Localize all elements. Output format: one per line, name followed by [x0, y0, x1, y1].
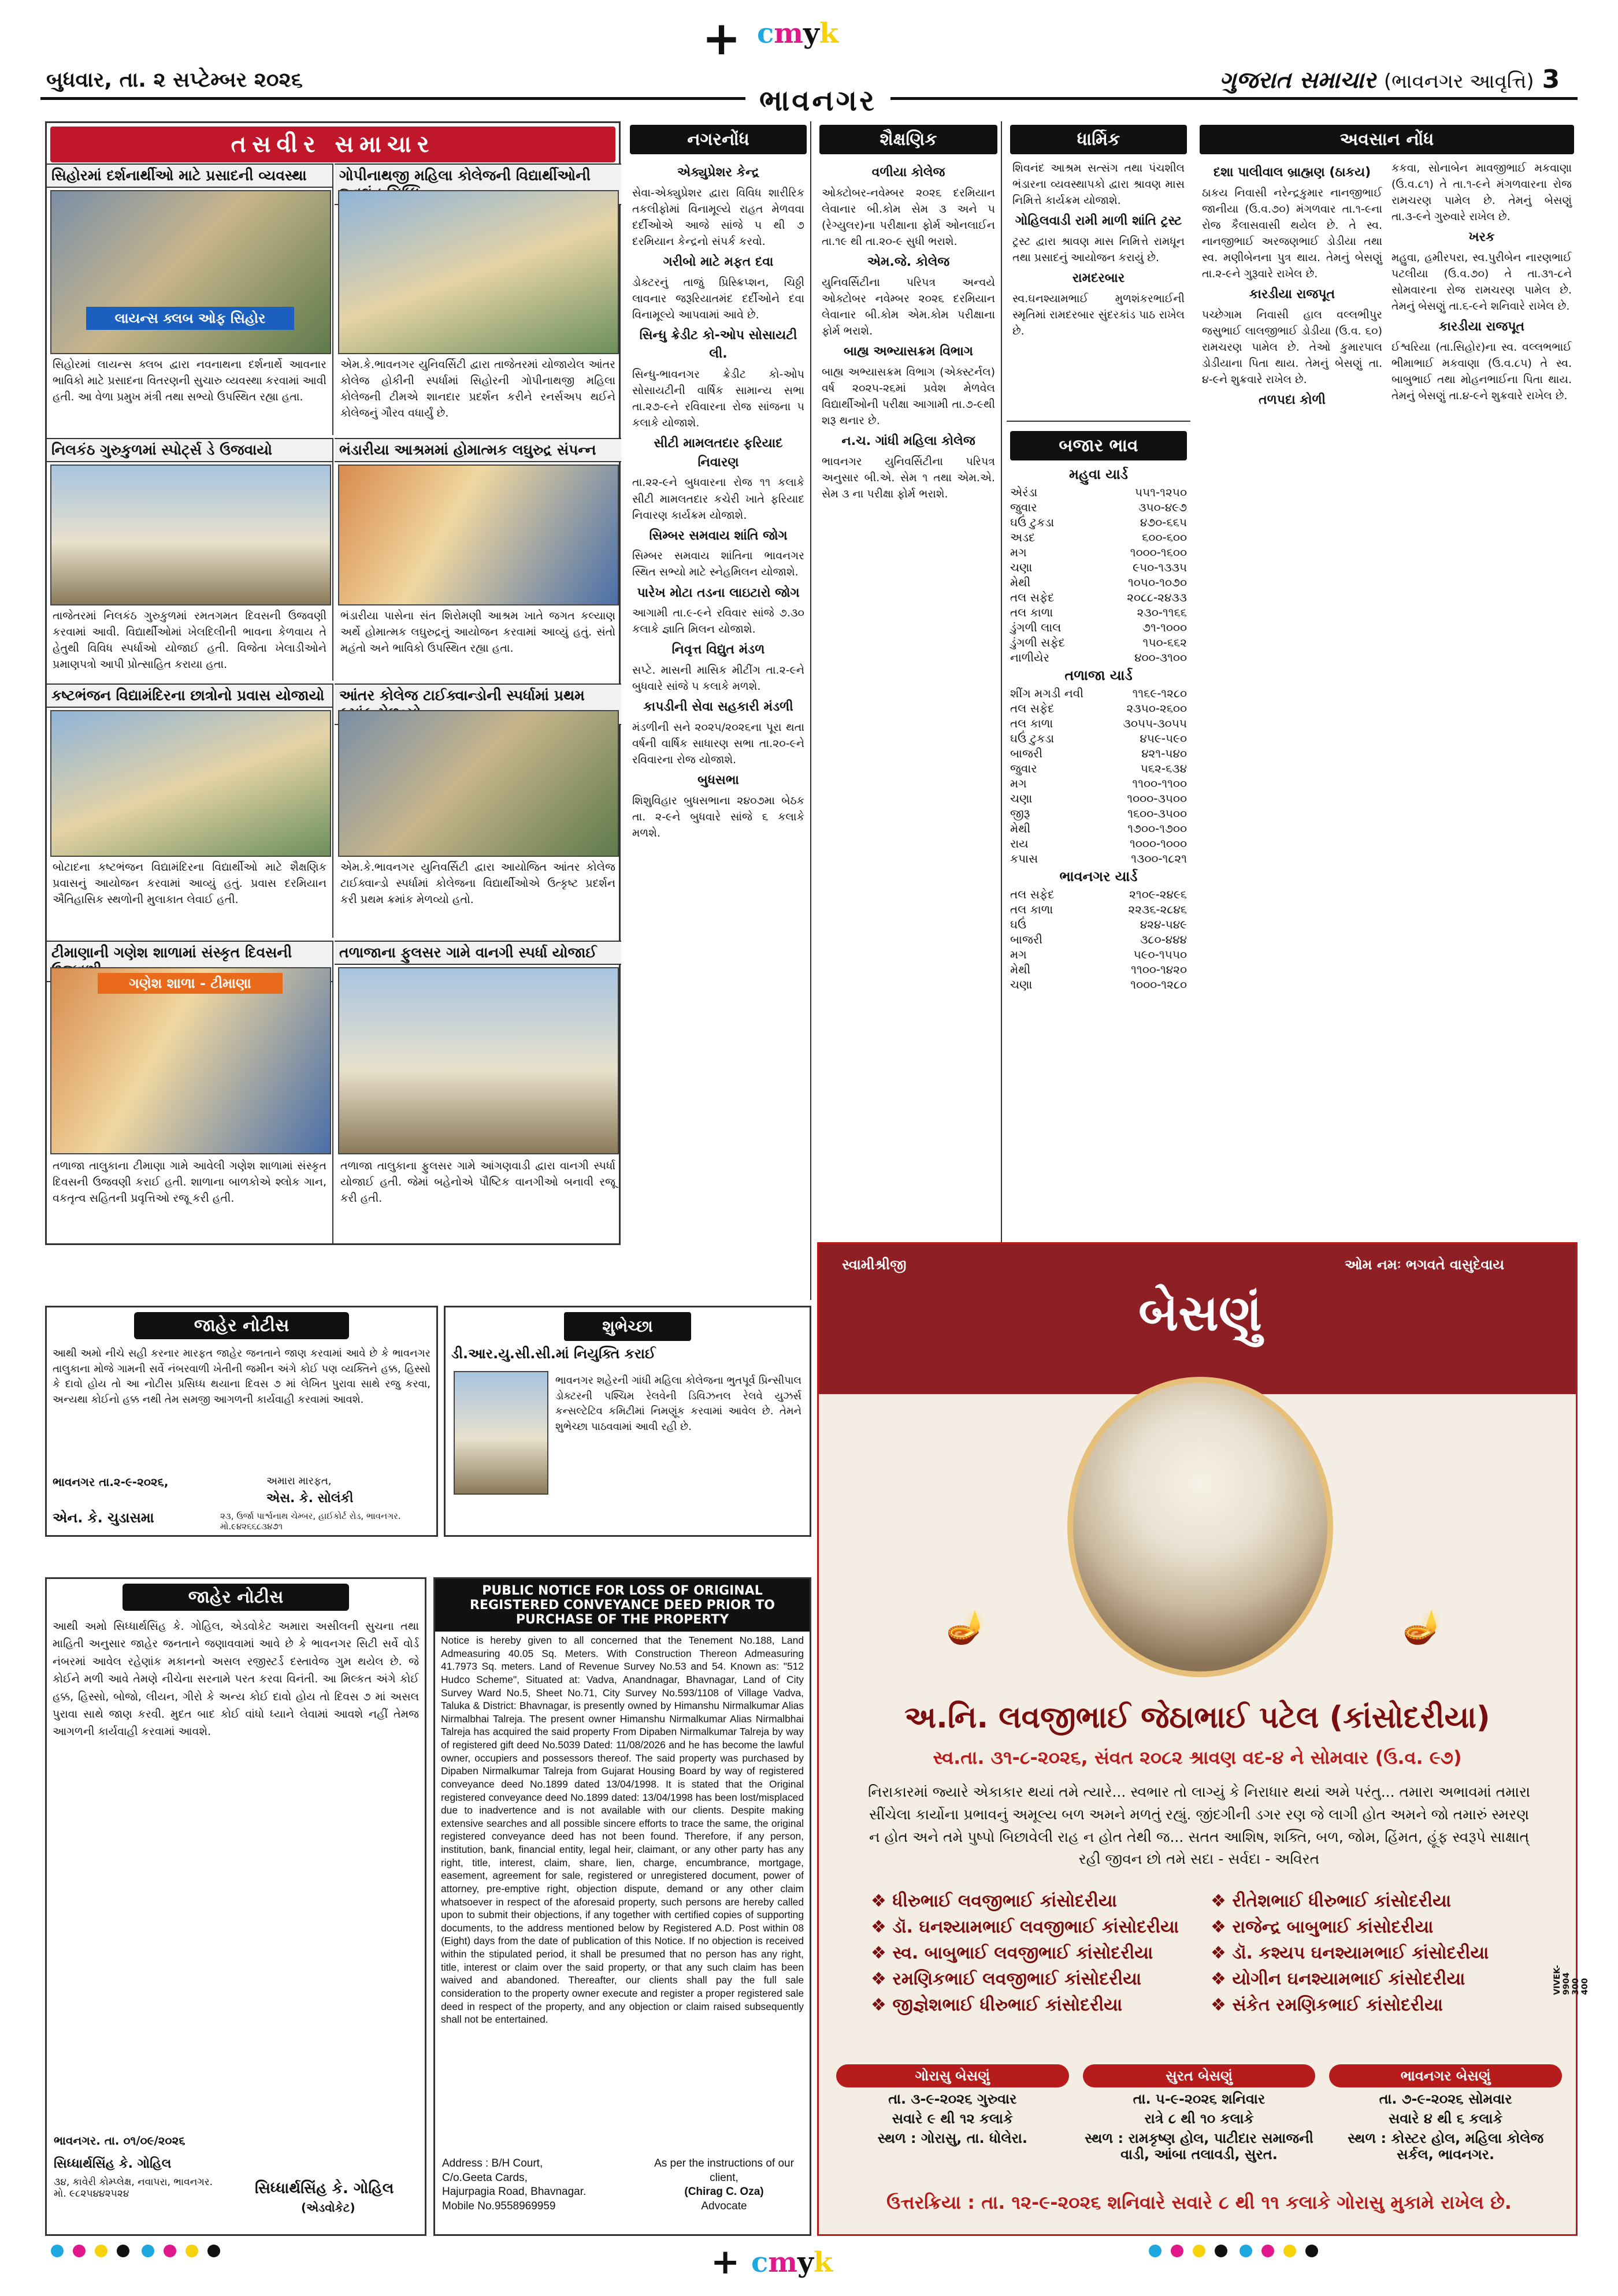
price-range: ૧૬૦૦-૩૫૦૦ [1127, 807, 1187, 820]
price-range: ૪૨૪-૫૪૯ [1140, 917, 1187, 931]
venue-card [1083, 2064, 1316, 2163]
advocate-role: Advocate [701, 2200, 747, 2213]
family-member-name: રાજેન્દ્ર બાબુભાઈ કાંસોદરીયા [1232, 1917, 1434, 1937]
jaher-notice-1 [45, 1306, 438, 1537]
family-member-name: યોગીન ઘનશ્યામભાઈ કાંસોદરીયા [1232, 1969, 1465, 1989]
cmyk-label: cmyk [751, 2246, 833, 2279]
price-range: ૪૭૦-૬૬૫ [1140, 515, 1187, 529]
venue-line: તા. ૫-૯-૨૦૨૬ શનિવાર [1133, 2091, 1266, 2107]
tasvir-item-3 [47, 438, 333, 681]
family-member-name: સ્વ. બાબુભાઈ લવજીભાઈ કાંસોદરીયા [892, 1943, 1153, 1963]
tasvir-item-5 [47, 683, 333, 938]
bullet-icon: ❖ [871, 1917, 893, 1937]
commodity-name: રાય [1010, 837, 1029, 850]
market-name: ભાવનગર યાર્ડ [1059, 868, 1138, 885]
table-row [1007, 485, 1190, 500]
cmyk-label: cmyk [757, 17, 839, 50]
item-text: કકવા, સોનાબેન માવજીભાઈ મકવાણા (ઉ.વ.૮૧) તે તા.૧-૯ને મંગળવારના રોજ રામચરણ પામેલ છે. તેમનું બેસણું તા.૩-૯ને ગુરુવારે રાખેલ છે. [1391, 162, 1572, 224]
item-text: સિન્ધુ-ભાવનગર ક્રેડીટ કો-ઓપ સોસાયટીની વાર્ષિક સામાન્ય સભા તા.૨૭-૯ને રવિવારના રોજ સાંજના ૫ કલાકે યોજાશે. [632, 367, 804, 430]
tasvir-caption: કષ્ટભંજન વિદ્યામંદિરના છાત્રોનો પ્રવાસ યોજાયો [47, 683, 332, 708]
table-row [1007, 836, 1190, 851]
page-section-title: ભાવનગર [745, 84, 890, 118]
venue-card [836, 2064, 1069, 2163]
issue-date: બુધવાર, તા. ૨ સપ્ટેમ્બર ૨૦૨૬ [46, 68, 303, 92]
commodity-name: મગ [1010, 948, 1027, 961]
tasvir-caption: સિહોરમાં દર્શનાર્થીઓ માટે પ્રસાદની વ્યવસ્થા [47, 164, 332, 188]
commodity-name: ઘઉં [1010, 917, 1027, 931]
item-text: ડોક્ટરનું તાજું પ્રિસ્ક્રિપ્શન, ચિઠ્ઠી લાવનાર જરૂરિયાતમંદ દર્દીઓને દવા વિનામૂલ્યે આપવામાં આવે છે. [632, 276, 804, 321]
commodity-name: બાજરી [1010, 932, 1042, 946]
tasvir-caption: તળાજાના ફુલસર ગામે વાનગી સ્પર્ધા યોજાઈ [335, 941, 621, 965]
tasvir-caption: ભંડારીયા આશ્રમમાં હોમાત્મક લઘુરુદ્ર સંપન્ન [335, 438, 621, 462]
price-range: ૪૨૧-૫૪૦ [1141, 746, 1187, 760]
beshanu-top-left: સ્વામીશ્રીજી [842, 1257, 907, 1273]
news-photo [338, 967, 619, 1154]
tasvir-text: ભંડારીયા પાસેના સંત શિરોમણી આશ્રમ ખાતે જગત કલ્યાણ અર્થે હોમાત્મક લઘુરુદ્રનું આયોજન કરવામાં આવ્યું હતું. સંતો મહંતો અને ભાવિકો ઉપસ્થિત રહ્યા હતા. [340, 610, 615, 655]
tasvir-text: બોટાદના કષ્ટભંજન વિદ્યામંદિરના વિદ્યાર્થીઓ માટે શૈક્ષણિક પ્રવાસનું આયોજન કરવામાં આવ્યું હતું. પ્રવાસ દરમિયાન ઐતિહાસિક સ્થળોની મુલાકાત લેવાઈ હતી. [53, 861, 326, 906]
dharmik-body [1007, 158, 1190, 345]
venue-line: તા. ૭-૯-૨૦૨૬ સોમવાર [1379, 2091, 1512, 2107]
tasvir-item-8 [335, 941, 621, 1244]
beshanu-top-right: ઓમ નમઃ ભગવતે વાસુદેવાય [1345, 1257, 1505, 1273]
tasvir-caption: ટીમાણાની ગણેશ શાળામાં સંસ્કૃત દિવસની [47, 941, 332, 982]
avsan-title: અવસાન નોંધ [1200, 125, 1574, 154]
color-dots-right [1144, 2245, 1323, 2260]
family-member-name: રમણિકભાઈ લવજીભાઈ કાંસોદરીયા [892, 1969, 1142, 1989]
beshanu-advertisement [817, 1242, 1590, 2236]
bullet-icon: ❖ [871, 1995, 893, 2015]
price-range: ૩૮૦-૪૪૪ [1140, 932, 1187, 946]
commodity-name: તલ કાળા [1010, 716, 1053, 730]
news-photo [50, 190, 331, 354]
commodity-name: કપાસ [1010, 852, 1038, 865]
notice-title: જાહેર નોટીસ [123, 1584, 349, 1611]
tribute-text: નિરાકારમાં જ્યારે એકાકાર થયાં તમે ત્યારે... સ્વભાર તો લાગ્યું કે નિરાધાર થયાં અમે પરંતુ... તમારા અભાવમાં તમારા સીંચેલા કાર્યોના પ્રભાવનું અમૂલ્ય બળ અમને મળતું રહ્યું. જીંદગીની ડગર રણ જે લાગી હોત અમને જો તમારું સ્મરણ ન હોત અને તમે પુષ્પો બિછાવેલી રાહ ન હોત તેથી જ... સતત આશિષ, શક્તિ, બળ, જોમ, હિંમત, હૂંફ સ્વરૂપે સાક્ષાત્ રહી જીવન છો તમે સદા - સર્વદા - અવિરત [867, 1784, 1531, 1868]
uttarkriya-line: ઉત્તરક્રિયા : તા. ૧૨-૯-૨૦૨૬ શનિવારે સવારે ૮ થી ૧૧ કલાકે ગોરાસુ મુકામે રાખેલ છે. [886, 2191, 1512, 2213]
notice-name: એન. કે. ચુડાસમા [53, 1510, 154, 1526]
family-member-name: ડૉ. ઘનશ્યામભાઈ લવજીભાઈ કાંસોદરીયા [892, 1917, 1179, 1937]
public-notice-body: Notice is hereby given to all concerned that the Tenement No.188, Land Admeasuring 40.05 Sq. Meters. With Construction Thereon Admeasuring 41.7973 Sq. meters. Land of Revenue Survey No.53 and 54. Known as: "512 Hudco Scheme", Situated at: Vadva, Anandnagar, Bhavnagar, Land of City Survey Ward No.5, Sheet No.71, City Survey No.593/1108 of Village Vadva, Taluka & District: Bhavnagar, is presently owned by Himanshu Nirmalkumar Alias Nirmalbhai Talreja. The present owner Himanshu Nirmalkumar Alias Nirmalbhai Talreja has acquired the said property From Dipaben Nirmalkumar Talreja by way of registered gift deed No.5039 Dated: 11/08/2026 and he has become the lawful owner, occupiers and possessors thereof. The said property was purchased by Dipaben Nirmalkumar Talreja from Gujarat Housing Board by way of registered conveyance deed No.1899 dated 13/04/1998. It is stated that the Original registered conveyance deed No.1899 dated: 13/04/1998 has been lost/misplaced due to inadvertence and is not available with our clients. Despite making extensive searches and all possible sincere efforts to trace the same, the original registered conveyance deed has not been found. Therefore, if any person, institution, bank, financial entity, legal heir, claimant, or any other party has any right, title, interest, claim, share, lien, charge, encumbrance, mortgage, easement, agreement for sale, registered or unregistered document, power of attorney, pre-emptive right, objection dispute, demand or any other claim whatsoever in respect of the aforesaid property, such persons are hereby called upon to submit their objections, if any together with certified copies of supporting documents, to the address mentioned below by Registered A.D. Post within 08 (Eight) days from the date of publication of this Notice. If no objection is received within the stipulated period, it shall be presumed that no person has any right, title, interest or claim over the said property, or that any such claim has been waived and abandoned. Thereafter, our clients shall pay the full sale consideration to the property owner execute and register a proper registered sale deed in respect of the property, and any objection or claim raised subsequently shall not be entertained. [441, 1634, 804, 2026]
table-row [1007, 902, 1190, 917]
commodity-name: અડદ [1010, 530, 1036, 544]
venue-title: ગોરાસુ બેસણું [836, 2064, 1069, 2087]
item-heading: સીટી મામલતદાર ફરિયાદ નિવારણ [654, 436, 783, 470]
public-notice-address [442, 2157, 586, 2214]
photo-banner: ગણેશ શાળા - ટીમાણા [98, 973, 283, 994]
tasvir-item-7 [47, 941, 333, 1244]
mobile-number: Mobile No.9558969959 [442, 2200, 556, 2213]
page-number: 3 [1542, 65, 1560, 94]
venue-line: સ્થળ : ગોરાસુ, તા. ધોલેરા. [877, 2130, 1027, 2146]
commodity-name: મગ [1010, 545, 1027, 559]
table-row [1007, 776, 1190, 791]
notice-place: ભાવનગર તા.૨-૯-૨૦૨૬, [53, 1475, 169, 1489]
item-heading: નિવૃત્ત વિદ્યુત મંડળ [671, 642, 765, 657]
table-row [1007, 590, 1190, 605]
commodity-name: ઘઉં ટુકડા [1010, 731, 1055, 745]
price-range: ૧૩૦૦-૧૮૨૧ [1131, 852, 1187, 865]
family-member [871, 1995, 1187, 2015]
bullet-icon: ❖ [1211, 1995, 1233, 2015]
commodity-name: બાજરી [1010, 746, 1042, 760]
bullet-icon: ❖ [1211, 1969, 1233, 1989]
price-range: ૨૩૦-૧૧૬૬ [1137, 605, 1187, 619]
address-line: Address : B/H Court, [442, 2157, 543, 2169]
price-range: ૫૬૨-૬૩૪ [1140, 761, 1187, 775]
item-text: ઓક્ટોબર-નવેમ્બર ૨૦૨૬ દરમિયાન લેવાનાર બી.કોમ સેમ ૩ અને ૫ (રેગ્યુલર)ના પરીક્ષાના ફોર્મ ઓનલાઈન તા.૧૯ થી તા.૨૦-૯ સુધી ભરાશે. [822, 186, 995, 248]
table-row [1007, 821, 1190, 836]
price-range: ૧૧૬૯-૧૨૮૦ [1132, 686, 1187, 700]
market-price-table [1007, 485, 1190, 665]
commodity-name: ચણા [1010, 978, 1033, 991]
item-text: મંડળીની સને ૨૦૨૫/૨૦૨૬ના પૂરા થતા વર્ષની વાર્ષિક સાધારણ સભા તા.૨૦-૯ને રવિવારના રોજ યોજાશે. [632, 720, 804, 766]
tasvir-title: તસવીર સમાચાર [50, 127, 615, 162]
dharmik-title: ધાર્મિક [1010, 125, 1187, 154]
color-dots-left [46, 2245, 225, 2260]
commodity-name: મગ [1010, 777, 1027, 790]
diya-lamp-icon: 🪔 [1402, 1608, 1443, 1646]
bullet-icon: ❖ [871, 1943, 893, 1963]
bullet-icon: ❖ [1211, 1891, 1233, 1911]
item-heading: કારડીયા રાજપૂત [1249, 287, 1335, 302]
nagarnondh-body [626, 158, 810, 847]
market-tables [1007, 464, 1190, 992]
tasvir-text: એમ.કે.ભાવનગર યુનિવર્સિટી દ્વારા તાજેતરમાં યોજાયેલ આંતર કોલેજ હોકીની સ્પર્ધામાં સિહોરની ગોપીનાથજી મહિલા કોલેજની ટીમએ શાનદાર પ્રદર્શન કરીને રનર્સઅપ થઈને કોલેજનું ગૌરવ વધાર્યું છે. [340, 358, 615, 420]
commodity-name: નાળીયેર [1010, 651, 1049, 664]
item-text: સેવા-એક્યુપ્રેશર દ્વારા વિવિધ શારીરિક તકલીફોમાં વિનામૂલ્યે રાહત મેળવવા દર્દીઓએ આજે સાંજે ૫ થી ૭ દરમિયાન કેન્દ્રનો સંપર્ક કરવો. [632, 186, 804, 248]
price-range: ૯૫૦-૧૩૩૫ [1133, 560, 1187, 574]
death-date: સ્વ.તા. ૩૧-૮-૨૦૨૬, સંવત ૨૦૮૨ શ્રાવણ વદ-૪ ને સોમવાર (ઉ.વ. ૯૭) [933, 1747, 1462, 1769]
item-heading: એમ.જે. કોલેજ [867, 254, 950, 269]
table-row [1007, 731, 1190, 746]
table-row [1007, 650, 1190, 665]
tasvir-text: તાજેતરમાં નિલકંઠ ગુરુકુળમાં રમતગમત દિવસની ઉજવણી કરવામાં આવી. વિદ્યાર્થીઓમાં ખેલદિલીની ભાવના કેળવાય તે હેતુથી વિવિધ સ્પર્ધાઓ યોજાઈ હતી. વિજેતા ખેલાડીઓને પ્રમાણપત્રો આપી પ્રોત્સાહિત કરાયા હતા. [53, 610, 326, 671]
item-heading: ન.ચ. ગાંધી મહિલા કોલેજ [841, 433, 975, 448]
market-name: મહુવા યાર્ડ [1069, 466, 1128, 482]
commodity-name: તલ સફેદ [1010, 590, 1055, 604]
table-row [1007, 500, 1190, 515]
tasvir-samachar-section [45, 121, 621, 1245]
news-photo [338, 465, 619, 605]
item-text: ટ્રસ્ટ દ્વારા શ્રાવણ માસ નિમિત્તે રામધૂન તથા પ્રસાદનું આયોજન કરાયું છે. [1012, 235, 1185, 264]
tasvir-text: એમ.કે.ભાવનગર યુનિવર્સિટી દ્વારા આયોજિત આંતર કોલેજ ટાઈક્વાન્ડો સ્પર્ધામાં કોલેજના વિદ્યાર્થીઓએ ઉત્કૃષ્ટ પ્રદર્શન કરી પ્રથમ ક્રમાંક મેળવ્યો હતો. [340, 861, 615, 906]
venue-card [1329, 2064, 1562, 2163]
family-member [871, 1969, 1187, 1989]
venue-line: સ્થળ : કોસ્ટર હોલ, મહિલા કોલેજ સર્કલ, ભાવનગર. [1348, 2130, 1544, 2163]
item-heading: ખરક [1468, 230, 1495, 245]
beshanu-title: બેસણું [1138, 1284, 1262, 1342]
family-member-name: જીજ્ઞેશભાઈ ધીરુભાઈ કાંસોદરીયા [892, 1995, 1123, 2015]
table-row [1007, 701, 1190, 716]
item-text: ભાવનગર યુનિવર્સિટીના પરિપત્ર અનુસાર બી.એ. સેમ ૧ તથા એમ.એ. સેમ ૩ ના પરીક્ષા ફોર્મ ભરાશે. [822, 455, 995, 500]
price-range: ૧૦૦૦-૧૦૦૦ [1129, 837, 1187, 850]
family-member [871, 1917, 1187, 1937]
registration-mark-icon: + [702, 12, 741, 65]
item-heading: સિમ્બર સમવાય શાંતિ જોગ [649, 528, 788, 543]
item-heading: કાપડીની સેવા સહકારી મંડળી [643, 700, 793, 715]
bullet-icon: ❖ [1211, 1917, 1233, 1937]
price-range: ૭૧-૧૦૦૦ [1142, 621, 1187, 634]
shaikshanik-body [816, 158, 1001, 508]
public-notice-signature [643, 2157, 805, 2214]
jaher-notice-2 [45, 1577, 426, 2236]
family-member [1211, 1995, 1527, 2015]
tasvir-item-6 [335, 683, 621, 938]
registration-mark-icon: + [711, 2242, 740, 2282]
table-row [1007, 635, 1190, 650]
commodity-name: જુવાર [1010, 761, 1037, 775]
dharmik-section [1007, 121, 1190, 422]
family-member-name: રીતેશભાઈ ધીરુભાઈ કાંસોદરીયા [1232, 1891, 1452, 1911]
bajar-bhav-title: બજાર ભાવ [1010, 431, 1187, 460]
tasvir-caption: આંતર કોલેજ ટાઈક્વાન્ડોની સ્પર્ધામાં પ્રથમ [335, 683, 621, 725]
item-text: શિવનંદ આશ્રમ સત્સંગ તથા પંચશીલ ભંડારના વ્યવસ્થાપકો દ્વારા શ્રાવણ માસ નિમિત્તે કાર્યક્રમ યોજાશે. [1012, 162, 1185, 207]
price-range: ૨૧૦૯-૨૪૯૬ [1129, 887, 1187, 901]
bajar-bhav-section [1007, 428, 1190, 1236]
item-text: પચ્છેગામ નિવાસી હાલ વલ્લભીપુર જસુભાઈ લાલજીભાઈ ડોડીયા (ઉ.વ. ૬૦) રામચરણ પામેલ છે. તેઓ કુમારપાલ ડોડીયાના પિતા થાય. તેમનું બેસણું તા. ૪-૯ને શુક્રવારે રાખેલ છે. [1202, 308, 1382, 387]
item-heading: વળીયા કોલેજ [871, 165, 945, 180]
market-price-table [1007, 686, 1190, 866]
paper-edition: (ભાવનગર આવૃત્તિ) [1383, 70, 1534, 93]
commodity-name: મેથી [1010, 963, 1031, 976]
notice-address: ૨૩, ઉર્જા પાર્શ્વનાથ ચેમ્બર, હાઈકોર્ટ રોડ, ભાવનગર. મો.૯૪૨૬૬૮૩૪૭૧ [220, 1511, 401, 1532]
table-row [1007, 560, 1190, 575]
table-row [1007, 761, 1190, 776]
notice-text: આથી અમો સિધ્ધાર્થસિંહ કે. ગોહિલ, એડવોકેટ અમારા અસીલની સુચના તથા માહિતી અનુસાર જાહેર જનતાને જણાવવામાં આવે છે કે ભાવનગર સિટી સર્વે વોર્ડ નંબરમાં આવેલ રહેણાંક મકાનનો અસલ રજીસ્ટર્ડ દસ્તાવેજ ગુમ થયેલ છે. જે કોઈને મળી આવે તેમણે નીચેના સરનામે પરત કરવા વિનંતી. આ મિલ્કત અંગે કોઈ હક્ક, હિસ્સો, બોજો, લીયન, ગીરો કે અન્ય કોઈ દાવો હોય તો દિવસ ૭ માં અસલ પુરાવા સાથે જાણ કરવી. મુદત બાદ કોઈ વાંધો ધ્યાને લેવામાં આવશે નહીં તેમજ આગળની કાર્યવાહી કરવામાં આવશે. [53, 1620, 419, 1738]
item-heading: કારડીયા રાજપૂત [1438, 319, 1525, 335]
table-row [1007, 887, 1190, 902]
news-photo [50, 465, 331, 605]
item-heading: સિન્ધુ ક્રેડીટ કો-ઓપ સોસાયટી લી. [639, 328, 797, 362]
table-row [1007, 917, 1190, 932]
notice-name: સિધ્ધાર્થસિંહ કે. ગોહિલ [255, 2180, 394, 2197]
family-member [1211, 1891, 1527, 1911]
tasvir-text: તળાજા તાલુકાના ફુલસર ગામે આંગણવાડી દ્વારા વાનગી સ્પર્ધા યોજાઈ હતી. જેમાં બહેનોએ પૌષ્ટિક વાનગીઓ બનાવી રજૂ કરી હતી. [340, 1160, 615, 1205]
item-text: ઠાકય નિવાસી નરેન્દ્રકુમાર નાનજીભાઈ જાનીયા (ઉ.વ.૭૦) મંગળવાર તા.૧-૯ના રોજ કૈલાસવાસી થયેલ છે. તે સ્વ. નાનજીભાઈ અરજણભાઈ ડોડીયા તથા સ્વ. મણીબેનના પુત્ર થાય. તેમનું બેસણું તા.૨-૯ને ગુરૂવારે રાખેલ છે. [1202, 186, 1382, 281]
price-range: ૨૦૮૮-૨૪૩૩ [1127, 590, 1187, 604]
family-member-name: ડૉ. કશ્યપ ઘનશ્યામભાઈ કાંસોદરીયા [1232, 1943, 1489, 1963]
venue-line: સવારે ૪ થી ૬ કલાકે [1388, 2111, 1503, 2127]
shubhechha-text: ભાવનગર શહેરની ગાંધી મહિલા કોલેજના ભુતપૂર્વ પ્રિન્સીપાલ ડોક્ટરની પશ્ચિમ રેલવેની ડિવિઝનલ રેલવે યુઝર્સ કન્સલ્ટેટિવ કમિટીમાં નિમણૂંક કરવામાં આવેલ છે. તેમને શુભેચ્છા પાઠવવામાં આવી રહી છે. [555, 1374, 801, 1433]
avsan-nondh-section [1196, 121, 1578, 1236]
price-range: ૧૦૦૦-૧૬૦૦ [1130, 545, 1187, 559]
price-range: ૨૨૩૬-૨૮૪૬ [1128, 902, 1187, 916]
price-range: ૪૦૦-૩૧૦૦ [1134, 651, 1187, 664]
price-range: ૬૦૦-૬૦૦ [1142, 530, 1187, 544]
table-row [1007, 605, 1190, 620]
address-line: Hajurpagia Road, Bhavnagar. [442, 2186, 587, 2198]
commodity-name: ડુંગળી લાલ [1010, 621, 1062, 634]
news-photo [338, 190, 619, 354]
venue-line: સવારે ૯ થી ૧૨ કલાકે [892, 2111, 1013, 2127]
price-range: ૧૭૦૦-૧૭૦૦ [1127, 822, 1187, 835]
price-range: ૩૫૦-૪૯૭ [1138, 500, 1187, 514]
shubhechha-heading: ડી.આર.યુ.સી.સી.માં નિયુક્તિ કરાઈ [451, 1346, 656, 1362]
item-heading: દશા પાલીવાલ બ્રાહ્મણ (ઠાકય) [1213, 165, 1371, 180]
tasvir-item-4 [335, 438, 621, 681]
venue-title: સુરત બેસણું [1083, 2064, 1316, 2087]
bullet-icon: ❖ [871, 1891, 893, 1911]
photo-banner: લાયન્સ ક્લબ ઓફ સિહોર [86, 307, 294, 330]
shubhechha-title: શુભેચ્છા [564, 1312, 691, 1341]
commodity-name: તલ સફેદ [1010, 701, 1055, 715]
table-row [1007, 851, 1190, 866]
price-range: ૪૫૯-૫૯૦ [1140, 731, 1187, 745]
public-notice-title: PUBLIC NOTICE FOR LOSS OF ORIGINAL REGISTERED CONVEYANCE DEED PRIOR TO PURCHASE OF THE PROPERTY [435, 1579, 810, 1632]
tasvir-caption: ગોપીનાથજી મહિલા કોલેજની વિદ્યાર્થીઓની [335, 164, 621, 205]
price-range: ૧૧૦૦-૧૧૦૦ [1132, 777, 1187, 790]
notice-role: (એડવોકેટ) [301, 2201, 355, 2215]
commodity-name: જુવાર [1010, 500, 1037, 514]
tasvir-caption: નિલકંઠ ગુરુકુળમાં સ્પોર્ટ્સ ડે ઉજવાયો [47, 438, 332, 462]
commodity-name: શીંગ મગડી નવી [1010, 686, 1083, 700]
price-range: ૧૦૦૦-૧૨૮૦ [1130, 978, 1187, 991]
venue-line: તા. ૩-૯-૨૦૨૬ ગુરુવાર [888, 2091, 1017, 2107]
item-text: સિમ્બર સમવાય શાંતિના ભાવનગર સ્થિત સભ્યો માટે સ્નેહમિલન યોજાશે. [632, 549, 804, 579]
tasvir-text: તળાજા તાલુકાના ટીમાણા ગામે આવેલી ગણેશ શાળામાં સંસ્કૃત દિવસની ઉજવણી કરાઈ હતી. શાળાના બાળકોએ શ્લોક ગાન, વકતૃત્વ સહિતની પ્રવૃત્તિઓ રજૂ કરી હતી. [53, 1160, 326, 1205]
item-heading: ગરીબો માટે મફત દવા [663, 254, 774, 269]
nagarnondh-title: નગરનોંધ [630, 125, 807, 154]
commodity-name: ડુંગળી સફેદ [1010, 636, 1065, 649]
venue-title: ભાવનગર બેસણું [1329, 2064, 1562, 2087]
table-row [1007, 962, 1190, 977]
item-text: તા.૨૨-૯ને બુધવારના રોજ ૧૧ કલાકે સીટી મામલતદાર કચેરી ખાતે ફરિયાદ નિવારણ કાર્યક્રમ યોજાશે. [632, 476, 804, 522]
news-photo [50, 710, 331, 857]
notice-by: અમારા મારફત, [266, 1475, 332, 1487]
shaikshanik-title: શૈક્ષણિક [819, 125, 997, 154]
price-range: ૧૫૦-૬૬૨ [1142, 636, 1187, 649]
tasvir-item-2 [335, 164, 621, 435]
table-row [1007, 530, 1190, 545]
commodity-name: તલ કાળા [1010, 902, 1053, 916]
price-range: ૨૩૫૦-૨૬૦૦ [1126, 701, 1187, 715]
price-range: ૧૧૦૦-૧૪૨૦ [1131, 963, 1187, 976]
commodity-name: મેથી [1010, 822, 1031, 835]
venue-line: સ્થળ : રામકૃષ્ણ હોલ, પાટીદાર સમાજની વાડી, આંબા તલાવડી, સુરત. [1085, 2130, 1313, 2163]
item-text: બાહ્ય અભ્યાસક્રમ વિભાગ (એક્સ્ટર્નલ) વર્ષ ૨૦૨૫-૨૬માં પ્રવેશ મેળવેલ વિદ્યાર્થીઓની પરીક્ષા આગામી તા.૭-૯થી શરૂ થનાર છે. [822, 365, 995, 427]
news-photo [338, 710, 619, 857]
price-range: ૧૦૫૦-૧૦૭૦ [1127, 575, 1187, 589]
price-range: ૩૦૫૫-૩૦૫૫ [1123, 716, 1187, 730]
item-heading: એક્યુપ્રેશર કેન્દ્ર [677, 165, 760, 180]
notice-address: ૩૪, કાવેરી કોમ્પ્લેક્ષ, નવાપરા, ભાવનગર. મો. ૯૮૨૫૪૪૨૫૨૪ [54, 2176, 213, 2200]
table-row [1007, 716, 1190, 731]
nagarnondh-section [626, 121, 811, 1300]
news-photo [50, 967, 331, 1154]
table-row [1007, 686, 1190, 701]
table-row [1007, 545, 1190, 560]
public-notice [433, 1577, 811, 2236]
item-heading: રામદરબાર [1072, 271, 1125, 286]
table-row [1007, 620, 1190, 635]
item-heading: બુધસભા [697, 772, 739, 787]
bullet-icon: ❖ [1211, 1943, 1233, 1963]
family-member [1211, 1917, 1527, 1937]
item-heading: તળપદા કોળી [1259, 393, 1326, 408]
price-range: ૫૯૦-૧૫૫૦ [1133, 948, 1187, 961]
price-range: ૫૫૧-૧૨૫૦ [1134, 485, 1187, 499]
table-row [1007, 932, 1190, 947]
item-text: મહુવા, હમીરપરા, સ્વ.પુરીબેન નારણભાઈ પટલીયા (ઉ.વ.૭૦) તે તા.૩૧-૮ને સોમવારના રોજ રામચરણ પામેલ છે. તેમનું બેસણું તા.૬-૯ને શનિવારે રાખેલ છે. [1391, 251, 1572, 313]
notice-text: આથી અમો નીચે સહી કરનાર મારફત જાહેર જનતાને જાણ કરવામાં આવે છે કે ભાવનગર તાલુકાના મોજે ગામની સર્વે નંબરવાળી ખેતીની જમીન અંગે કોઈ પણ વ્યક્તિને હક્ક, હિસ્સો કે દાવો હોય તો આ નોટીસ પ્રસિધ્ધ થયાના દિવસ ૭ માં લેખિત પુરાવા સાથે રજુ કરવા, અન્યથા કોઈનો હક્ક નથી તેમ સમજી આગળની કાર્યવાહી કરવામાં આવશે. [53, 1347, 431, 1406]
notice-place: ભાવનગર. તા. ૦૧/૦૯/૨૦૨૬ [54, 2134, 185, 2148]
table-row [1007, 806, 1190, 821]
commodity-name: તલ સફેદ [1010, 887, 1055, 901]
deceased-name: અ.નિ. લવજીભાઈ જેઠાભાઈ પટેલ (કાંસોદરીયા) [904, 1700, 1490, 1735]
table-row [1007, 947, 1190, 962]
item-text: સ્વ.ઘનશ્યામભાઈ મુળશંકરભાઈની સ્મૃતિમાં રામદરબાર સુંદરકાંડ પાઠ રાખેલ છે. [1012, 292, 1185, 337]
family-member [1211, 1943, 1527, 1963]
ad-code: VIVEK-9904 300 400 [1553, 1965, 1590, 1995]
item-text: આગામી તા.૯-૯ને રવિવાર સાંજે ૭.૩૦ કલાકે જ્ઞાતિ મિલન યોજાશે. [632, 607, 804, 636]
advocate-name: (Chirag C. Oza) [684, 2186, 764, 2198]
shubhechha-section [444, 1306, 811, 1537]
market-name: તળાજા યાર્ડ [1064, 667, 1133, 683]
address-line: C/o.Geeta Cards, [442, 2171, 528, 2184]
venue-line: રાત્રે ૮ થી ૧૦ કલાકે [1144, 2111, 1254, 2127]
paper-name [1219, 65, 1560, 94]
venue-list [836, 2064, 1562, 2163]
commodity-name: જીરૂ [1010, 807, 1030, 820]
portrait-photo [1067, 1377, 1333, 1677]
item-text: સપ્ટે. માસની માસિક મીટીંગ તા.૨-૯ને બુધવારે સાંજે ૫ કલાકે મળશે. [632, 663, 804, 693]
notice-name: એસ. કે. સોલંકી [266, 1491, 354, 1506]
tasvir-item-1 [47, 164, 333, 435]
person-photo [454, 1371, 548, 1495]
signature-note: As per the instructions of our client, [654, 2157, 794, 2184]
family-list [871, 1891, 1527, 2015]
table-row [1007, 977, 1190, 992]
commodity-name: તલ કાળા [1010, 605, 1053, 619]
family-member [1211, 1969, 1527, 1989]
table-row [1007, 515, 1190, 530]
item-text: યુનિવર્સિટીના પરિપત્ર અન્વયે ઓક્ટોબર નવેમ્બર ૨૦૨૬ દરમિયાન લેવાનાર બી.કોમ એમ.કોમ પરીક્ષાના ફોર્મ ભરાશે. [822, 276, 995, 337]
item-text: શિશુવિહાર બુધસભાના ૨૪૦૭મા બેઠક તા. ૨-૯ને બુધવારે સાંજે ૬ કલાકે મળશે. [632, 794, 804, 839]
item-heading: ગોહિલવાડી રામી માળી શાંતિ ટ્રસ્ટ [1015, 214, 1182, 229]
paper-brand: ગુજરાત સમાચાર [1219, 66, 1376, 94]
item-text: ઈશ્વરિયા (તા.સિહોર)ના સ્વ. વલ્લભભાઈ ભીમાભાઈ મકવાણા (ઉ.વ.૮૫) તે સ્વ. બાબુભાઈ તથા મોહનભાઈના પિતા થાય. તેમનું બેસણું તા.૪-૯ને શુક્રવારે રાખેલ છે. [1391, 340, 1572, 403]
commodity-name: ચણા [1010, 560, 1033, 574]
item-heading: પારેખ મોટા તડના લાઇટારો જોગ [637, 585, 800, 600]
table-row [1007, 575, 1190, 590]
commodity-name: ચણા [1010, 792, 1033, 805]
notice-title: જાહેર નોટીસ [134, 1312, 349, 1339]
item-heading: બાહ્ય અભ્યાસક્રમ વિભાગ [844, 344, 973, 359]
family-member [871, 1943, 1187, 1963]
shaikshanik-section [816, 121, 1002, 1300]
avsan-body [1196, 158, 1578, 413]
table-row [1007, 791, 1190, 806]
table-row [1007, 746, 1190, 761]
market-price-table [1007, 887, 1190, 992]
commodity-name: મેથી [1010, 575, 1031, 589]
family-member-name: સંકેત રમણિકભાઈ કાંસોદરીયા [1232, 1995, 1443, 2015]
commodity-name: ઘઉં ટુકડા [1010, 515, 1055, 529]
price-range: ૧૦૦૦-૩૫૦૦ [1127, 792, 1187, 805]
notice-name: સિધ્ધાર્થસિંહ કે. ગોહિલ [54, 2157, 172, 2171]
bullet-icon: ❖ [871, 1969, 893, 1989]
tasvir-text: સિહોરમાં લાયન્સ ક્લબ દ્વારા નવનાથના દર્શનાર્થે આવનાર ભાવિકો માટે પ્રસાદના વિતરણની સુચારુ વ્યવસ્થા કરવામાં આવી હતી. આ વેળા પ્રમુખ મંત્રી તથા સભ્યો ઉપસ્થિત રહ્યા હતા. [53, 358, 326, 404]
commodity-name: એરંડા [1010, 485, 1038, 499]
family-member [871, 1891, 1187, 1911]
family-member-name: ધીરુભાઈ લવજીભાઈ કાંસોદરીયા [892, 1891, 1117, 1911]
diya-lamp-icon: 🪔 [946, 1608, 986, 1646]
